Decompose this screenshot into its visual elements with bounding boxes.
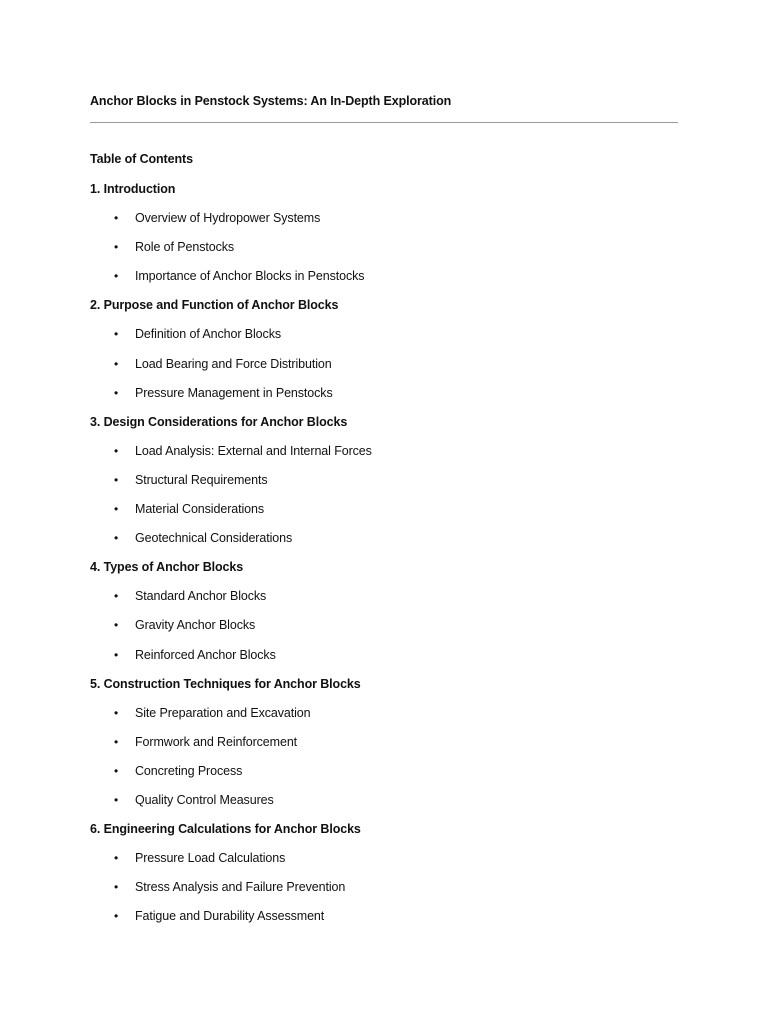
- toc-list-item: [90, 472, 678, 501]
- title-divider: [90, 122, 678, 123]
- toc-item-label: Concreting Process: [135, 763, 243, 778]
- toc-item-label: Fatigue and Durability Assessment: [135, 909, 325, 924]
- toc-list-item: [90, 763, 678, 792]
- toc-list-item: [90, 501, 678, 530]
- toc-item-label: Pressure Load Calculations: [135, 851, 286, 866]
- bullet-icon: •: [114, 618, 119, 633]
- toc-item-label: Load Analysis: External and Internal Forces: [135, 443, 372, 458]
- bullet-icon: •: [114, 443, 119, 458]
- toc-list-item: [90, 850, 678, 879]
- toc-list-item: [90, 792, 678, 821]
- bullet-icon: •: [114, 240, 119, 255]
- bullet-icon: •: [114, 502, 119, 517]
- toc-item-label: Reinforced Anchor Blocks: [135, 647, 276, 662]
- toc-item-label: Standard Anchor Blocks: [135, 589, 267, 604]
- toc-item-label: Stress Analysis and Failure Prevention: [135, 880, 346, 895]
- bullet-icon: •: [114, 589, 119, 604]
- bullet-icon: •: [114, 472, 119, 487]
- bullet-icon: •: [114, 531, 119, 546]
- bullet-icon: •: [114, 356, 119, 371]
- bullet-icon: •: [114, 880, 119, 895]
- toc-item-label: Overview of Hydropower Systems: [135, 211, 321, 226]
- bullet-icon: •: [114, 705, 119, 720]
- toc-section-title: 4. Types of Anchor Blocks: [90, 560, 244, 575]
- toc-list-item: [90, 210, 678, 239]
- toc-item-label: Formwork and Reinforcement: [135, 734, 298, 749]
- toc-list-item: [90, 356, 678, 385]
- bullet-icon: •: [114, 851, 119, 866]
- bullet-icon: •: [114, 909, 119, 924]
- toc-item-label: Definition of Anchor Blocks: [135, 327, 281, 342]
- toc-item-label: Material Considerations: [135, 502, 265, 517]
- bullet-icon: •: [114, 792, 119, 807]
- toc-list-item: [90, 879, 678, 908]
- toc-item-label: Site Preparation and Excavation: [135, 705, 311, 720]
- bullet-icon: •: [114, 327, 119, 342]
- toc-list-item: [90, 588, 678, 617]
- toc-item-label: Importance of Anchor Blocks in Penstocks: [135, 269, 365, 284]
- toc-list-item: [90, 385, 678, 414]
- toc-list-item: [90, 443, 678, 472]
- toc-item-label: Structural Requirements: [135, 472, 268, 487]
- toc-item-label: Geotechnical Considerations: [135, 531, 293, 546]
- toc-item-label: Quality Control Measures: [135, 792, 274, 807]
- toc-list-item: [90, 530, 678, 559]
- toc-item-label: Gravity Anchor Blocks: [135, 618, 256, 633]
- toc-list-item: [90, 326, 678, 355]
- bullet-icon: •: [114, 647, 119, 662]
- table-of-contents: [90, 181, 678, 937]
- bullet-icon: •: [114, 269, 119, 284]
- toc-item-label: Role of Penstocks: [135, 240, 235, 255]
- toc-item-label: Load Bearing and Force Distribution: [135, 356, 332, 371]
- toc-section-title: 3. Design Considerations for Anchor Blocks: [90, 414, 348, 429]
- toc-list-item: [90, 617, 678, 646]
- toc-list-item: [90, 239, 678, 268]
- bullet-icon: •: [114, 211, 119, 226]
- bullet-icon: •: [114, 385, 119, 400]
- toc-list-item: [90, 268, 678, 297]
- toc-section-title: 2. Purpose and Function of Anchor Blocks: [90, 298, 339, 313]
- toc-section-title: 6. Engineering Calculations for Anchor Blocks: [90, 822, 361, 837]
- toc-list-item: [90, 647, 678, 676]
- bullet-icon: •: [114, 734, 119, 749]
- document-title: Anchor Blocks in Penstock Systems: An In-Depth Exploration: [90, 94, 452, 108]
- toc-section-title: 1. Introduction: [90, 182, 176, 196]
- toc-list-item: [90, 734, 678, 763]
- toc-list-item: [90, 705, 678, 734]
- toc-list-item: [90, 908, 678, 937]
- toc-heading: Table of Contents: [90, 152, 193, 166]
- toc-section-title: 5. Construction Techniques for Anchor Blocks: [90, 676, 361, 691]
- toc-item-label: Pressure Management in Penstocks: [135, 385, 333, 400]
- bullet-icon: •: [114, 763, 119, 778]
